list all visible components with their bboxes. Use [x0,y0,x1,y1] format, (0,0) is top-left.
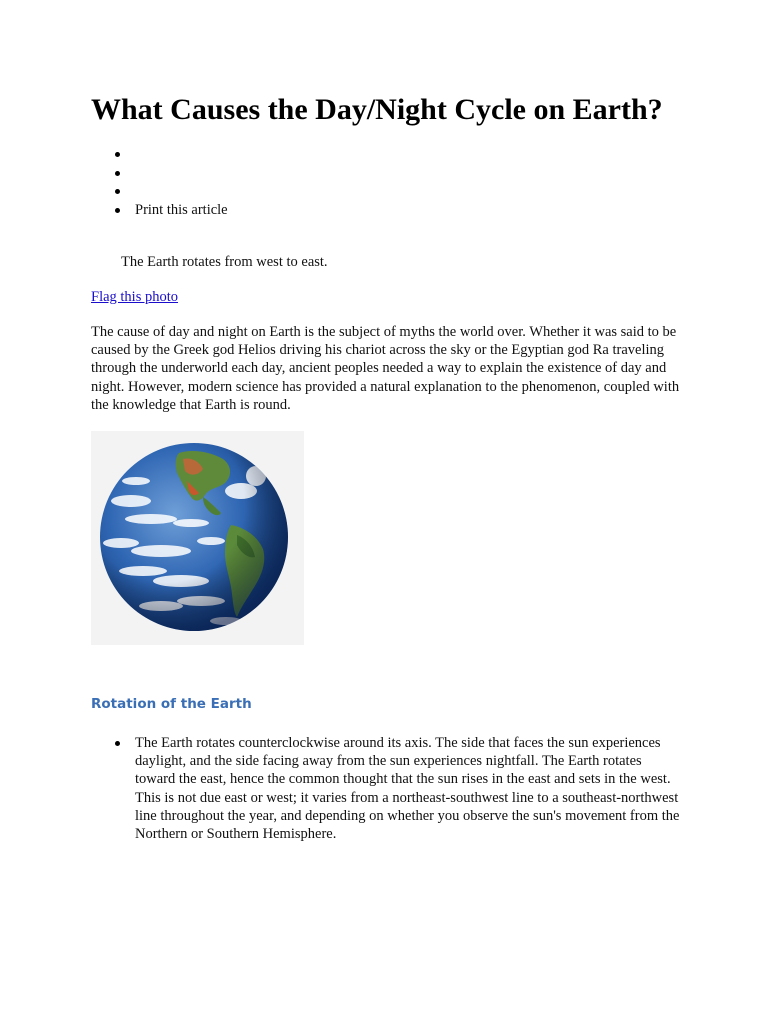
section-heading-rotation: Rotation of the Earth [91,696,252,712]
earth-globe-image [91,431,304,645]
flag-photo-link[interactable]: Flag this photo [91,289,179,305]
earth-globe-icon [91,431,304,645]
intro-paragraph: The cause of day and night on Earth is the subject of myths the world over. Whether it was said to be caused by the Greek god Helios driving his chariot across the sky or the Egyptian god Ra traveling through the underworld each day, ancient peoples needed a way to explain the existence of day and night. However, modern science has provided a natural explanation to the phenomenon, coupled with the knowledge that Earth is round. [91,324,680,413]
action-bullet-3[interactable] [91,182,228,201]
rotation-bullet-1: The Earth rotates counterclockwise around its axis. The side that faces the sun experiences daylight, and the side facing away from the sun experiences nightfall. The Earth rotates toward the east, hence the common thought that the sun rises in the east and sets in the west. This is not due east or west; it varies from a northeast-southwest line to a southeast-northwest line throughout the year, and depending on whether you observe the sun's movement from the Northern or Southern Hemisphere. [91,734,681,843]
action-bullet-1[interactable] [91,145,228,164]
action-bullet-2[interactable] [91,164,228,183]
article-actions-list [91,145,228,219]
rotation-bullet-list [91,734,681,843]
article-title: What Causes the Day/Night Cycle on Earth? [91,93,663,126]
print-article-link[interactable]: Print this article [91,201,228,220]
photo-caption: The Earth rotates from west to east. [121,254,328,270]
